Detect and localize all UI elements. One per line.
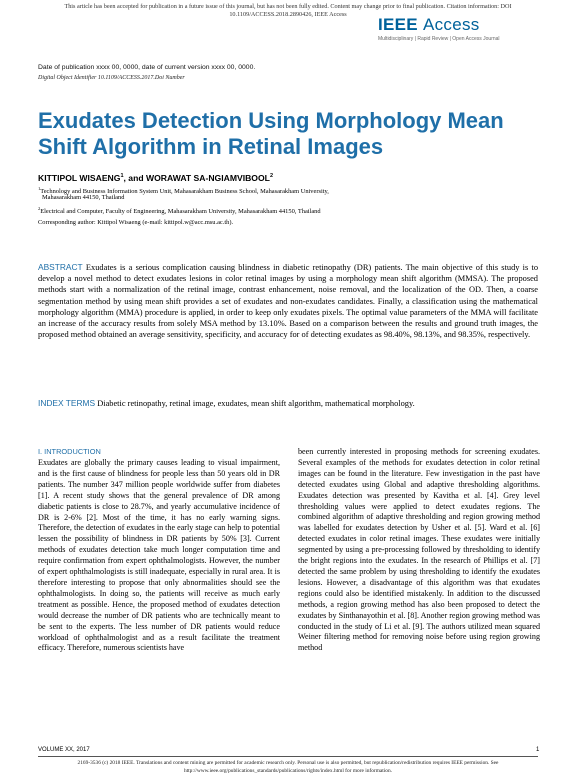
section-heading-introduction: I. INTRODUCTION <box>38 447 101 456</box>
doi-identifier: Digital Object Identifier 10.1109/ACCESS.2017.Doi Number <box>38 75 185 81</box>
author-joiner: , and <box>123 173 146 183</box>
affiliation-mark: 2 <box>38 206 41 211</box>
author-affil-mark: 1 <box>120 173 124 180</box>
author-affil-mark: 2 <box>269 173 273 180</box>
abstract-text: Exudates is a serious complication causing blindness in diabetic retinopathy (DR) patients. The main objective of this study is to develop a novel method to detect exudates lesions in color retinal images by using a morphology mean shift algorithm (MMSA). The proposed methods start with a normalization of the retinal image, contrast enhancement, noise removal, and the localization of the OD. Then, a coarse segmentation method by using mean shift provides a set of exudates and non-exudates candidates. Finally, a classification using the mathematical morphology algorithm (MMA) procedure is applied, in order to keep only exudates pixels. The optimal value parameters of the MMA will facilitate an increase of the accuracy results from solely MSA method by 13.10%. Based on a comparison between the results and ground truth images, the proposed method obtained an average sensitivity, specificity, and accuracy for of detecting exudates as 98.40%, 98.13%, and 98.35%, respectively. <box>38 263 539 340</box>
publication-date: Date of publication xxxx 00, 0000, date of current version xxxx 00, 0000. <box>38 64 256 71</box>
body-column-left <box>38 458 280 654</box>
index-terms-label: INDEX TERMS <box>38 398 96 408</box>
abstract-label: ABSTRACT <box>38 262 83 272</box>
footer-license-link[interactable]: http://www.ieee.org/publications_standards/publications/rights/index.html for more information. <box>183 768 393 774</box>
affiliation <box>38 205 538 216</box>
footer-page-number: 1 <box>536 747 540 753</box>
footer-divider <box>38 756 538 757</box>
abstract <box>38 262 538 340</box>
acceptance-notice-line: This article has been accepted for publication in a future issue of this journal, but has not been fully edited. Content may change prior to final publication. Citation information: DOI <box>64 3 512 10</box>
paper-title: Exudates Detection Using Morphology Mean Shift Algorithm in Retinal Images <box>38 108 504 159</box>
body-paragraph: Exudates are globally the primary causes leading to visual impairment, and is the first cause of blindness for people less than 50 years old in DR patients. The number 347 million people worldwide suffer from diabetes [1]. A recent study shows that the general prevalence of DR among diabetic patients is close to 28.7%, and yearly accumulative incidence of DR is 2-6% [2]. Most of the time, it has no early warning signs. Therefore, the detection of exudates in the early stage can help to potential lessen the possibility of blindness in DR patients by 50% [3]. Current methods of exudates detection take much longer computation time and require confirmation from expert ophthalmologists. However, the number of expert ophthalmologists is still inadequate, especially in rural area. It is therefore interesting to propose that only abnormalities should see the ophthalmologists. In doing so, the patients will receive as much early treatment as possible. Hence, the proposed method of exudates detection would decrease the number of DR patients who are technically meant to be sent to the experts. The less number of DR patients would reduce workload of ophthalmologist and as a result facilitate the treatment efficacy. Therefore, numerous scientists have <box>38 458 280 653</box>
author-name: WORAWAT SA-NGIAMVIBOOL <box>145 173 270 183</box>
body-column-right <box>298 447 540 654</box>
author-name: KITTIPOL WISAENG <box>38 173 121 183</box>
logo-wordmark <box>378 15 480 35</box>
affiliation <box>42 194 542 202</box>
footer-license <box>20 759 556 775</box>
corresponding-author: Corresponding author: Kittipol Wisaeng (e-mail: kittipol.w@acc.msu.ac.th). <box>38 219 234 226</box>
index-terms <box>38 398 538 409</box>
footer-volume: VOLUME XX, 2017 <box>38 747 90 753</box>
body-paragraph: been currently interested in proposing methods for screening exudates. Several examples of the methods for exudates detection in color retinal images can be found in the literature. Few investigation in the past have detected exudates using Global and adaptive thresholding algorithms. Exudates detection was presented by Kavitha et al. [4]. Grey level thresholding values were applied to detect exudates regions. The combined algorithm of adaptive thresholding and region growing method was labelled for exudates detection by Usher et al. [5]. Ward et al. [6] detected exudates in color retinal images. These exudates were initially segmented by using a pre-processing followed by thresholding to identify the bright regions into the exudates. In the research of Phillips et al. [7] detected the same problem by using thresholding to identify the exudates lesions. However, a disadvantage of this algorithm was that exudates regions could also be identified mistakenly. In addition to the discussed methods, a region growing method has also been proposed to detect the exudates by Sinthanayothin et al. [8]. Another region growing method was conducted in the study of Li et al. [9]. The authors utilized mean squared Weiner filtering method for removing noise before using region growing method <box>298 447 540 653</box>
footer-license-line: 2169-3536 (c) 2018 IEEE. Translations and content mining are permitted for academic research only. Personal use is also permitted, but republication/redistribution requires IEEE permission. See <box>77 760 499 766</box>
affiliation-text: Mahasarakham 44150, Thailand <box>42 194 125 201</box>
affiliation-mark: 1 <box>38 186 41 191</box>
affiliation-text: Technology and Business Information System Unit, Mahasarakham Business School, Mahasarakham University, <box>40 188 329 196</box>
ieee-access-logo <box>378 15 548 45</box>
logo-tagline: Multidisciplinary | Rapid Review | Open Access Journal <box>378 36 500 42</box>
affiliation-text: Electrical and Computer, Faculty of Engineering, Mahasarakham University, Mahasarakham 44150, Thailand <box>40 208 321 216</box>
logo-ieee: IEEE <box>378 15 418 34</box>
logo-access: Access <box>422 15 480 34</box>
acceptance-notice-line: 10.1109/ACCESS.2018.2890426, IEEE Access <box>229 11 347 18</box>
index-terms-text: Diabetic retinopathy, retinal image, exudates, mean shift algorithm, mathematical morphology. <box>97 399 415 408</box>
author-list <box>38 173 273 183</box>
